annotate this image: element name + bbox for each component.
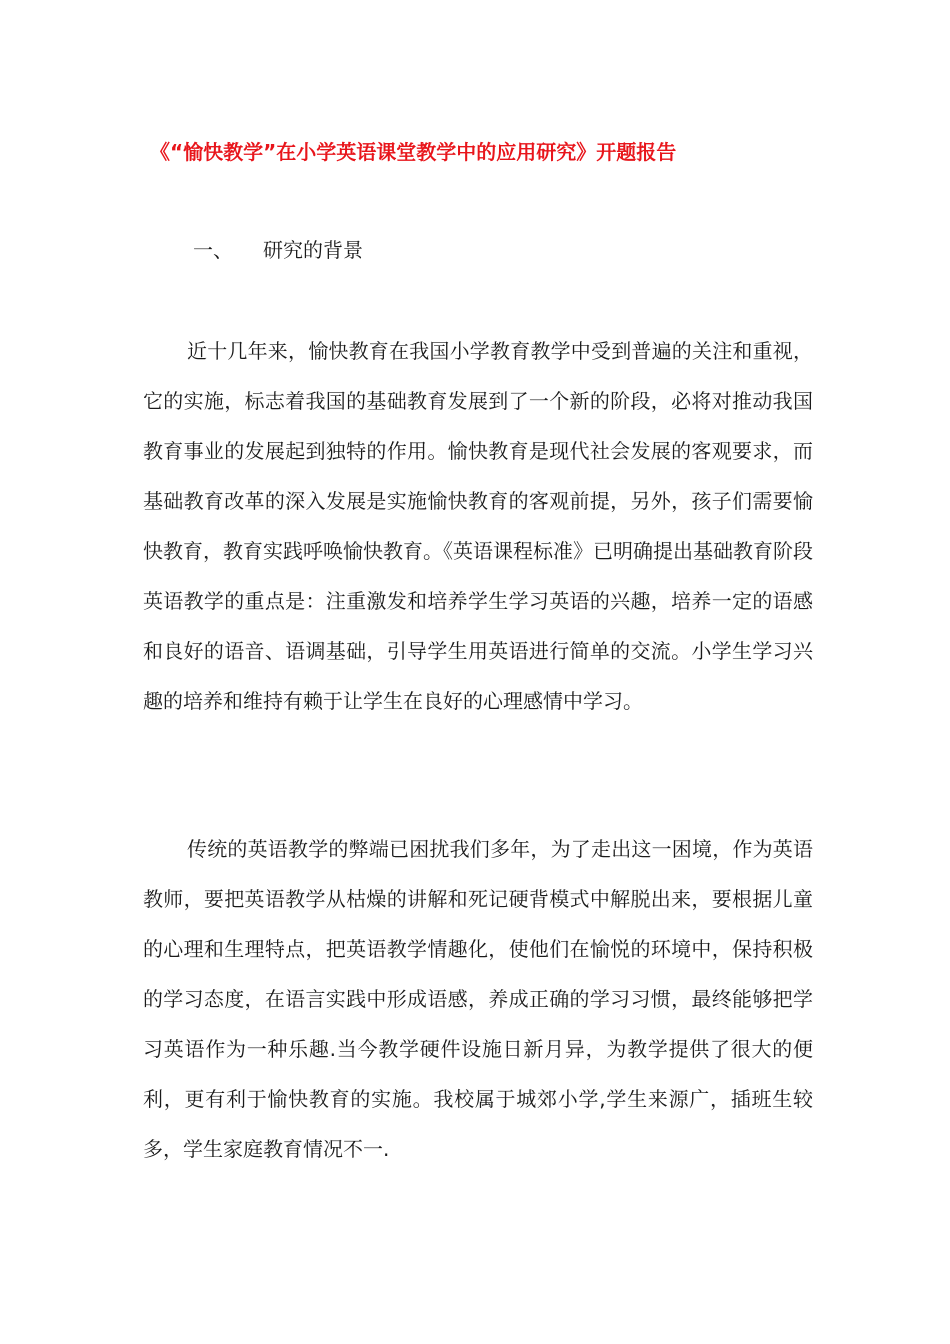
body-paragraph-2: 传统的英语教学的弊端已困扰我们多年，为了走出这一困境，作为英语教师，要把英语教学从枯燥的讲解和死记硬背模式中解脱出来，要根据儿童的心理和生理特点，把英语教学情趣化，使他们在愉悦的环境中，保持积极的学习态度，在语言实践中形成语感，养成正确的学习习惯，最终能够把学习英语作为一种乐趣.当今教学硬件设施日新月异，为教学提供了很大的便利，更有利于愉快教育的实施。我校属于城郊小学,学生来源广，插班生较多，学生家庭教育情况不一. xyxy=(143,837,813,1161)
document-title: 《“愉快教学”在小学英语课堂教学中的应用研究》开题报告 xyxy=(150,140,677,164)
section-number: 一、 xyxy=(193,238,233,262)
body-paragraph-1: 近十几年来，愉快教育在我国小学教育教学中受到普遍的关注和重视，它的实施，标志着我国的基础教育发展到了一个新的阶段，必将对推动我国教育事业的发展起到独特的作用。愉快教育是现代社会发展的客观要求，而基础教育改革的深入发展是实施愉快教育的客观前提，另外，孩子们需要愉快教育，教育实践呼唤愉快教育。《英语课程标准》已明确提出基础教育阶段英语教学的重点是：注重激发和培养学生学习英语的兴趣，培养一定的语感和良好的语音、语调基础，引导学生用英语进行简单的交流。小学生学习兴趣的培养和维持有赖于让学生在良好的心理感情中学习。 xyxy=(143,339,813,713)
section-heading-text: 研究的背景 xyxy=(263,238,363,262)
section-heading xyxy=(193,236,363,264)
